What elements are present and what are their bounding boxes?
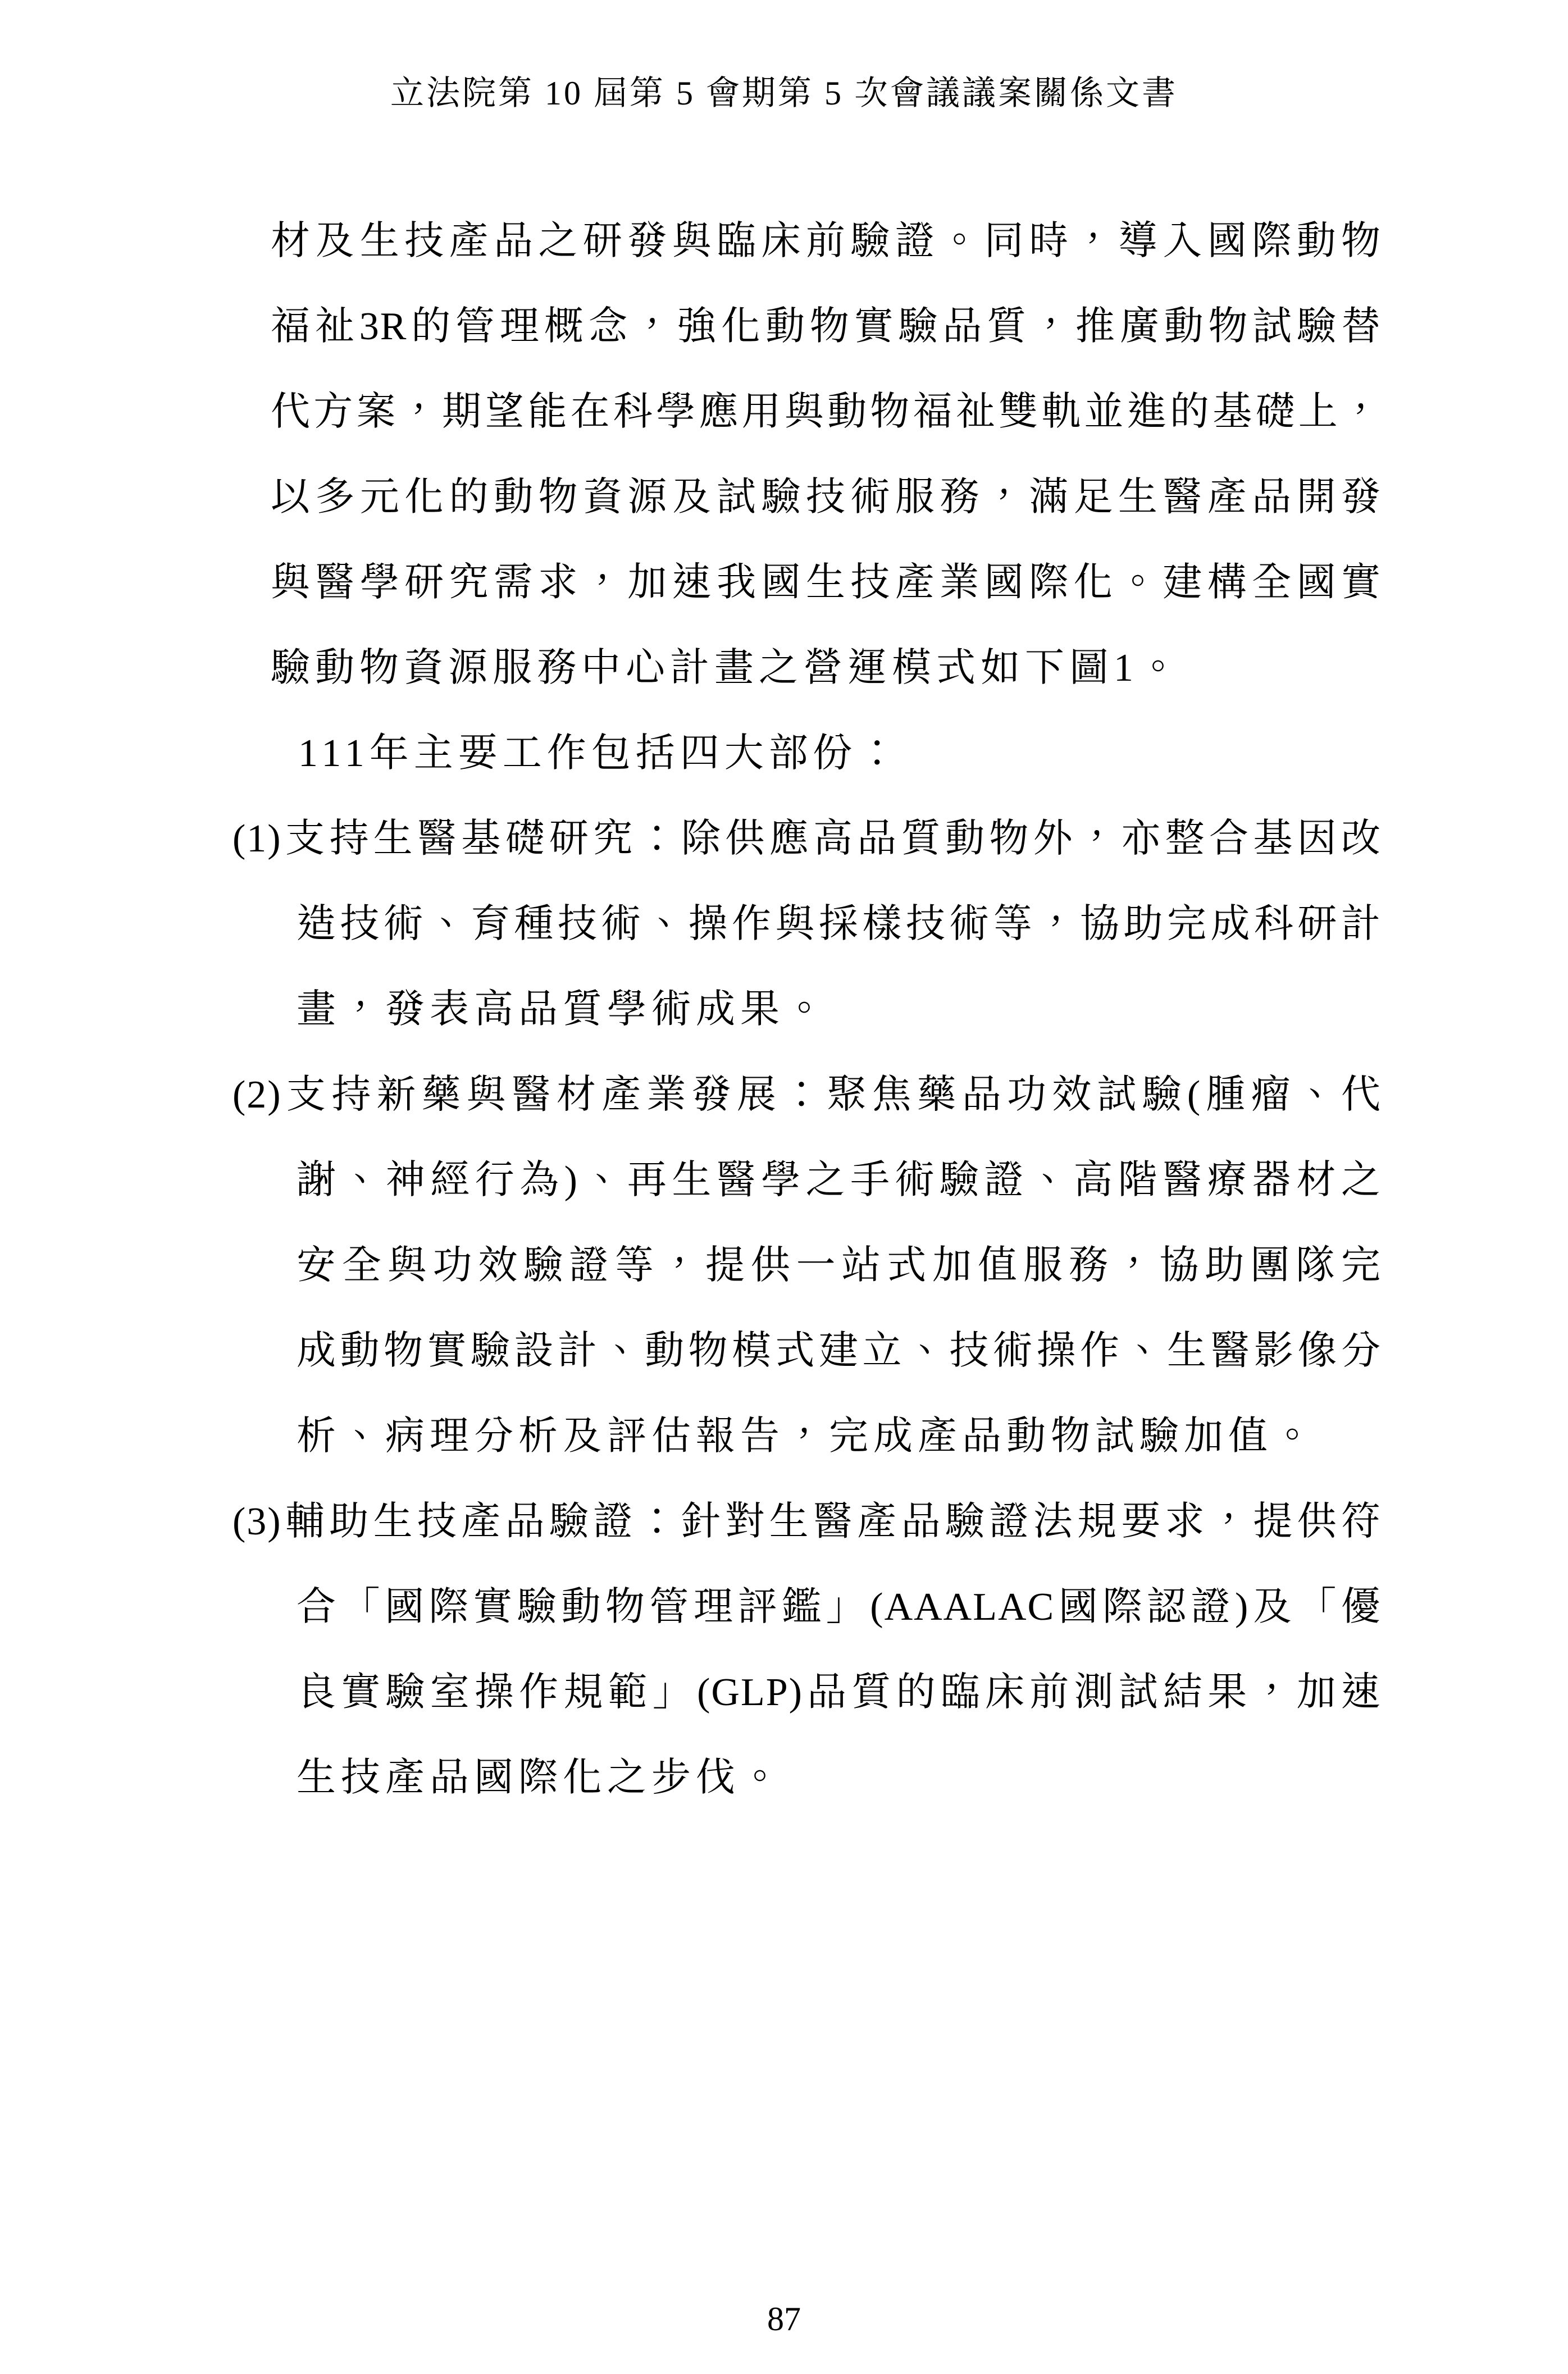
page-number: 87 xyxy=(767,2300,801,2337)
document-body xyxy=(0,199,1568,1821)
body-line: 福祉3R的管理概念，強化動物實驗品質，推廣動物試驗替 xyxy=(271,305,1382,348)
body-line: 畫，發表高品質學術成果。 xyxy=(297,988,829,1031)
body-line: 驗動物資源服務中心計畫之營運模式如下圖1。 xyxy=(271,646,1183,690)
body-line: 造技術、育種技術、操作與採樣技術等，協助完成科研計 xyxy=(297,903,1382,946)
body-line: 代方案，期望能在科學應用與動物福祉雙軌並進的基礎上， xyxy=(271,390,1382,434)
body-line: 材及生技產品之研發與臨床前驗證。同時，導入國際動物 xyxy=(271,220,1382,263)
body-line: 以多元化的動物資源及試驗技術服務，滿足生醫產品開發 xyxy=(271,476,1382,519)
body-line: 生技產品國際化之步伐。 xyxy=(297,1756,785,1799)
body-line: 合「國際實驗動物管理評鑑」(AAALAC國際認證)及「優 xyxy=(297,1585,1382,1629)
body-line: 111年主要工作包括四大部份： xyxy=(298,732,902,775)
body-line: 與醫學研究需求，加速我國生技產業國際化。建構全國實 xyxy=(271,561,1382,604)
body-line: (3)輔助生技產品驗證：針對生醫產品驗證法規要求，提供符 xyxy=(233,1500,1382,1543)
body-line: (1)支持生醫基礎研究：除供應高品質動物外，亦整合基因改 xyxy=(233,817,1382,860)
body-line: 析、病理分析及評估報告，完成產品動物試驗加值。 xyxy=(297,1415,1317,1458)
body-line: 謝、神經行為)、再生醫學之手術驗證、高階醫療器材之 xyxy=(297,1159,1382,1202)
body-line: 良實驗室操作規範」(GLP)品質的臨床前測試結果，加速 xyxy=(297,1671,1382,1714)
body-line: 成動物實驗設計、動物模式建立、技術操作、生醫影像分 xyxy=(297,1329,1382,1373)
page-header: 立法院第 10 屆第 5 會期第 5 次會議議案關係文書 xyxy=(390,75,1178,112)
body-line: 安全與功效驗證等，提供一站式加值服務，協助團隊完 xyxy=(297,1244,1382,1287)
body-line: (2)支持新藥與醫材產業發展：聚焦藥品功效試驗(腫瘤、代 xyxy=(233,1073,1382,1117)
